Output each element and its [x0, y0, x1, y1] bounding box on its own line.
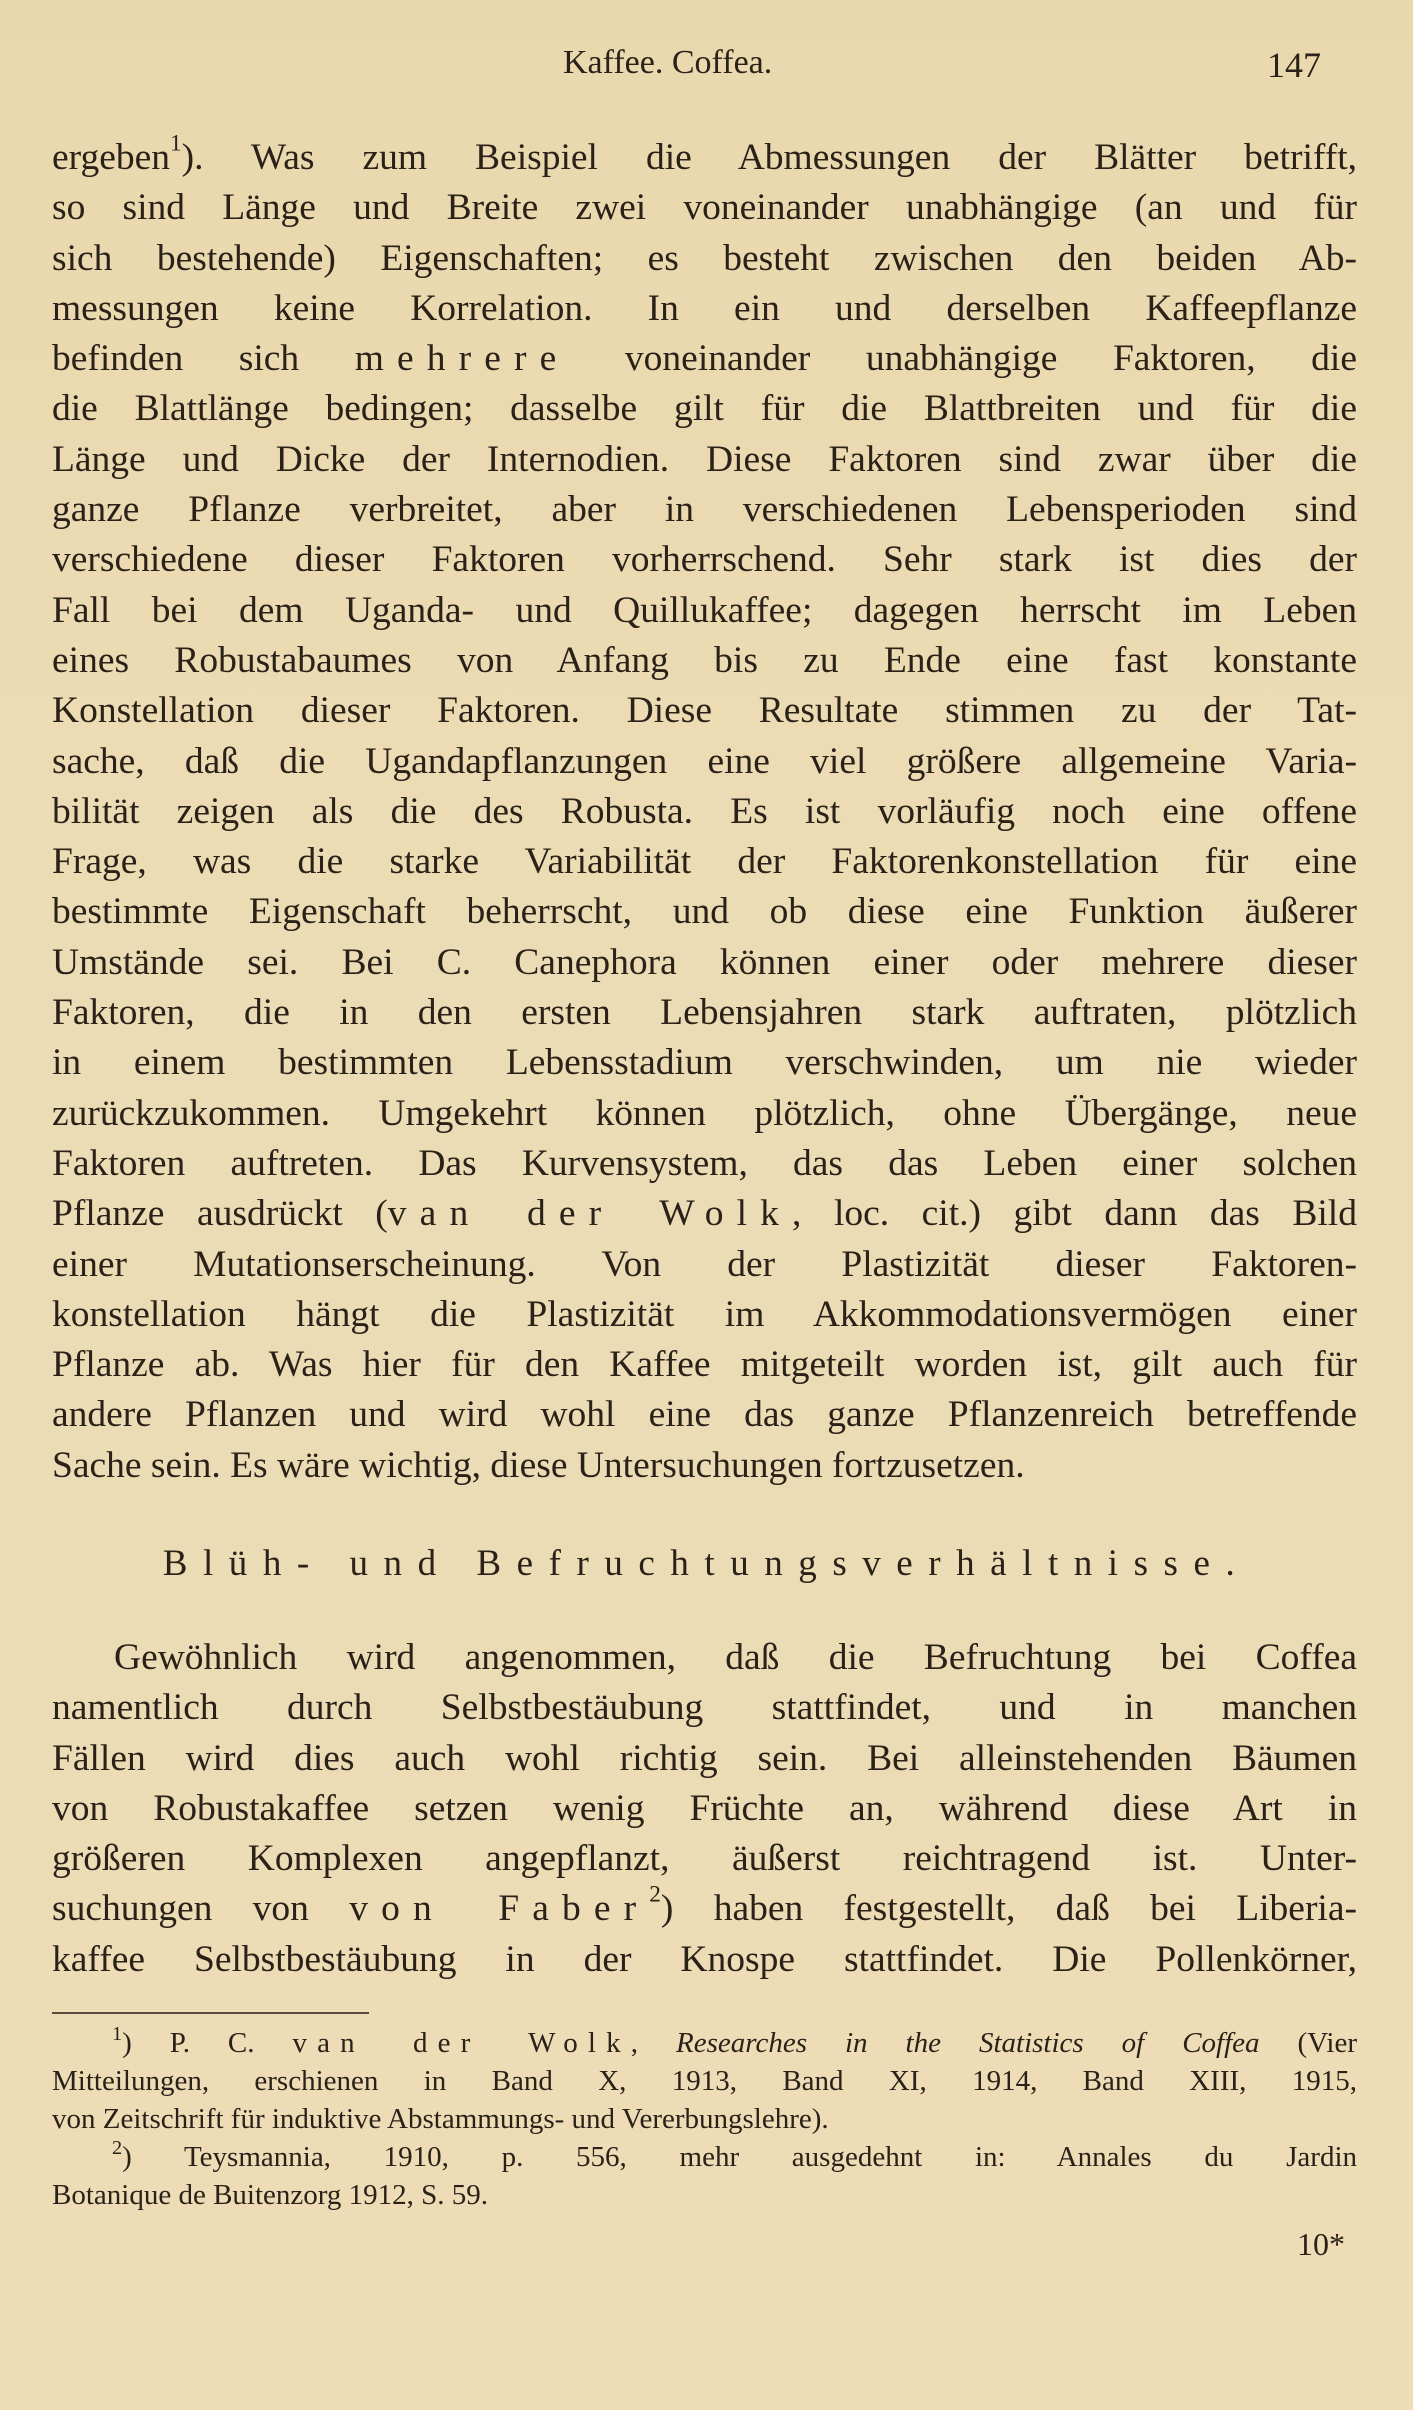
text-line [52, 1189, 1357, 1239]
text-run: einer Mutationserscheinung. Von der Plastizität dieser Faktoren- [52, 1243, 1357, 1285]
text-line [52, 586, 1357, 636]
text-run: eines Robustabaumes von Anfang bis zu Ende eine fast konstante [52, 639, 1357, 681]
text-line [52, 636, 1357, 686]
text-line [52, 535, 1357, 585]
text-line [52, 737, 1357, 787]
text-line [52, 334, 1357, 384]
text-line [52, 1935, 1357, 1985]
text-run: Faktoren auftreten. Das Kurvensystem, das das Leben einer solchen [52, 1142, 1357, 1184]
text-run: Konstellation dieser Faktoren. Diese Resultate stimmen zu der Tat- [52, 690, 1357, 732]
text-run: verschiedene dieser Faktoren vorherrschend. Sehr stark ist dies der [52, 539, 1357, 581]
text-run: ) P. C. [122, 2027, 293, 2059]
text-run: (Vier [1259, 2027, 1357, 2059]
text-line [52, 1683, 1357, 1733]
text-run: von Zeitschrift für induktive Abstammungs- und Vererbungslehre). [52, 2103, 829, 2135]
text-run: Fall bei dem Uganda- und Quillukaffee; dagegen herrscht im Leben [52, 589, 1357, 631]
text-run: die Blattlänge bedingen; dasselbe gilt für die Blattbreiten und für die [52, 388, 1357, 430]
text-line [52, 384, 1357, 434]
text-run: namentlich durch Selbstbestäubung stattfindet, und in manchen [52, 1687, 1357, 1729]
text-line [52, 1139, 1357, 1189]
footnote-ref: 1 [170, 130, 182, 157]
spaced-name: van der Wolk [387, 1193, 793, 1235]
text-run: Faktoren, die in den ersten Lebensjahren stark auftraten, plötzlich [52, 992, 1357, 1034]
footnote-line [52, 2062, 1357, 2100]
text-line [52, 938, 1357, 988]
text-line [52, 183, 1357, 233]
text-run: sache, daß die Ugandapflanzungen eine viel größere allgemeine Varia- [52, 740, 1357, 782]
text-run: , [630, 2027, 677, 2059]
text-line [52, 1290, 1357, 1340]
footnote-line [52, 2024, 1357, 2062]
italic-title: Researches in the Statistics of Coffea [676, 2027, 1260, 2059]
text-run: größeren Komplexen angepflanzt, äußerst reichtragend ist. Unter- [52, 1838, 1357, 1880]
footnotes [52, 2024, 1357, 2214]
text-line [52, 1340, 1357, 1390]
text-run: Sache sein. Es wäre wichtig, diese Untersuchungen fortzusetzen. [52, 1444, 1025, 1486]
text-line [52, 1441, 1357, 1491]
body-paragraph [52, 130, 1357, 1491]
text-run: messungen keine Korrelation. In ein und derselben Kaffeepflanze [52, 287, 1357, 329]
section-heading: Blüh- und Befruchtungsverhältnisse. [162, 1543, 1251, 1584]
text-run: voneinander unabhängige Faktoren, die [569, 338, 1357, 380]
text-line [52, 988, 1357, 1038]
text-line [52, 1881, 1357, 1934]
section-paragraph [52, 1633, 1357, 1985]
text-line [52, 1734, 1357, 1784]
text-run: sich bestehende) Eigenschaften; es besteht zwischen den beiden Ab- [52, 237, 1357, 279]
text-run: Fällen wird dies auch wohl richtig sein. Bei alleinstehenden Bäumen [52, 1737, 1357, 1779]
text-line [52, 1633, 1357, 1683]
text-run: ) Teysmannia, 1910, p. 556, mehr ausgedehnt in: Annales du Jardin [122, 2141, 1357, 2173]
text-line [52, 130, 1357, 183]
text-run: ganze Pflanze verbreitet, aber in verschiedenen Lebensperioden sind [52, 489, 1357, 531]
text-run: Frage, was die starke Variabilität der Faktorenkonstellation für eine [52, 841, 1357, 883]
running-head [0, 44, 1413, 94]
text-line [52, 887, 1357, 937]
text-run: bestimmte Eigenschaft beherrscht, und ob diese eine Funktion äußerer [52, 891, 1357, 933]
text-run: kaffee Selbstbestäubung in der Knospe stattfindet. Die Pollenkörner, [52, 1938, 1357, 1980]
text-run: andere Pflanzen und wird wohl eine das ganze Pflanzenreich betreffende [52, 1394, 1357, 1436]
running-title: Kaffee. Coffea. [563, 44, 773, 81]
text-line [52, 234, 1357, 284]
page-number: 147 [1267, 45, 1321, 85]
text-line [52, 1089, 1357, 1139]
footnote-line [52, 2176, 1357, 2214]
text-line [52, 1784, 1357, 1834]
text-run: so sind Länge und Breite zwei voneinander unabhängige (an und für [52, 187, 1357, 229]
text-run: bilität zeigen als die des Robusta. Es ist vorläufig noch eine offene [52, 790, 1357, 832]
text-run: von Robustakaffee setzen wenig Früchte an, während diese Art in [52, 1787, 1357, 1829]
text-line [52, 1038, 1357, 1088]
text-run: , loc. cit.) gibt dann das Bild [792, 1193, 1357, 1235]
text-line [52, 1390, 1357, 1440]
text-run: ergeben [52, 137, 170, 178]
text-run: Länge und Dicke der Internodien. Diese Faktoren sind zwar über die [52, 438, 1357, 480]
footnote-line [52, 2100, 1357, 2138]
footnote-number: 1 [112, 2022, 123, 2045]
text-run: Botanique de Buitenzorg 1912, S. 59. [52, 2179, 489, 2211]
spaced-name: von Faber [349, 1888, 650, 1930]
text-run: Umstände sei. Bei C. Canephora können einer oder mehrere dieser [52, 941, 1357, 983]
text-run: zurückzukommen. Umgekehrt können plötzlich, ohne Übergänge, neue [52, 1092, 1357, 1134]
text-run: konstellation hängt die Plastizität im Akkommodationsvermögen einer [52, 1293, 1357, 1335]
text-run: befinden sich [52, 338, 355, 380]
text-line [52, 1240, 1357, 1290]
text-run: suchungen von [52, 1888, 350, 1930]
text-run: Pflanze ab. Was hier für den Kaffee mitgeteilt worden ist, gilt auch für [52, 1344, 1357, 1386]
spaced-name: mehrere [354, 338, 570, 380]
text-run: Pflanze ausdrückt ( [52, 1193, 388, 1235]
text-run: in einem bestimmten Lebensstadium verschwinden, um nie wieder [52, 1042, 1357, 1084]
text-line [52, 1834, 1357, 1884]
footnote-number: 2 [112, 2136, 123, 2159]
text-line [52, 686, 1357, 736]
footnote-rule [52, 2012, 369, 2014]
footnote-line [52, 2138, 1357, 2176]
spaced-name: van der Wolk [292, 2027, 631, 2059]
text-run: Gewöhnlich wird angenommen, daß die Befruchtung bei Coffea [114, 1637, 1357, 1678]
text-run: ). Was zum Beispiel die Abmessungen der Blätter betrifft, [181, 137, 1357, 178]
signature-mark: 10* [1297, 2226, 1345, 2262]
footnote-ref: 2 [649, 1881, 661, 1908]
text-line [52, 485, 1357, 535]
text-line [52, 435, 1357, 485]
text-line [52, 837, 1357, 887]
text-run: Mitteilungen, erschienen in Band X, 1913, Band XI, 1914, Band XIII, 1915, [52, 2065, 1357, 2097]
text-line [52, 787, 1357, 837]
text-run: ) haben festgestellt, daß bei Liberia- [660, 1888, 1357, 1930]
text-line [52, 284, 1357, 334]
